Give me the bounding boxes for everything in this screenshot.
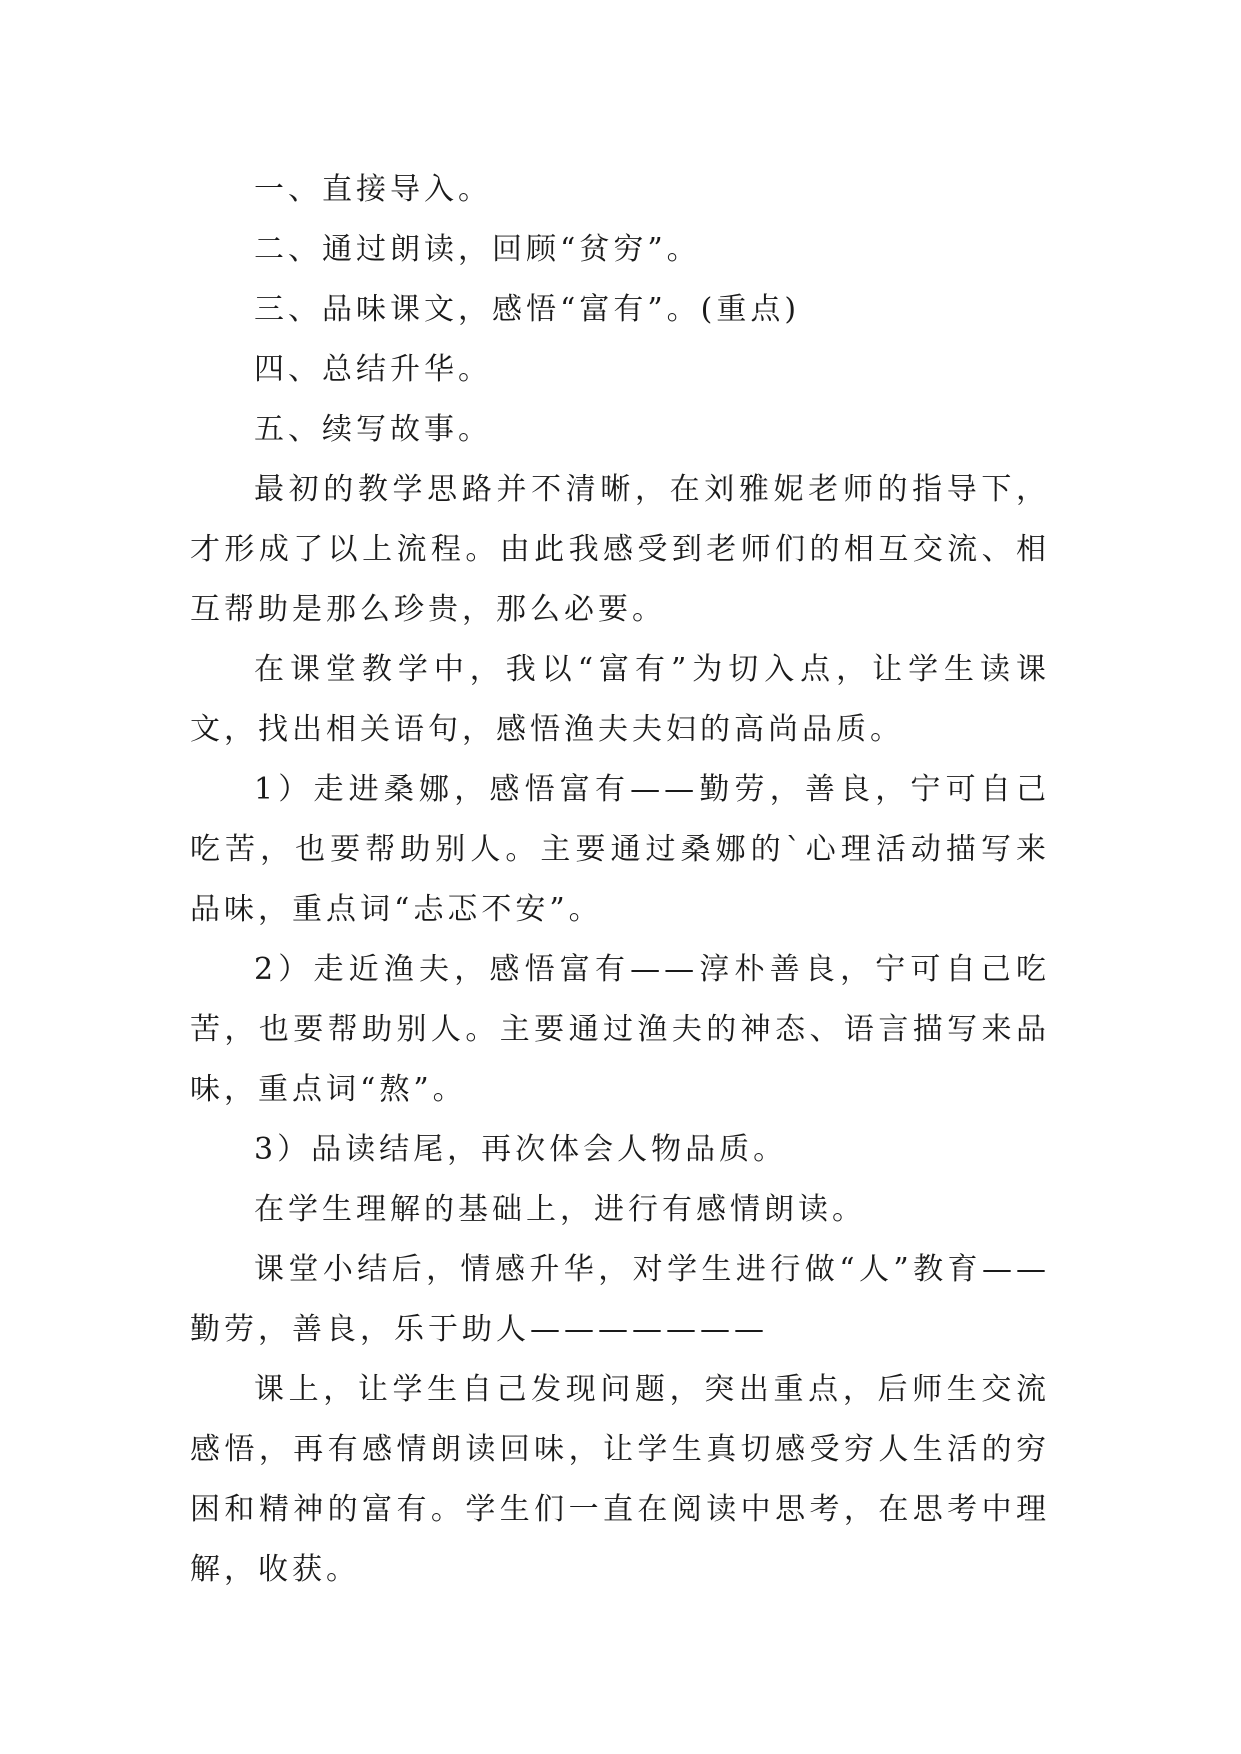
paragraph-point-1: 1）走进桑娜，感悟富有——勤劳，善良，宁可自己吃苦，也要帮助别人。主要通过桑娜的`心理活动描写来品味，重点词“忐忑不安”。 [190, 772, 1050, 927]
paragraph-classroom-teaching: 在课堂教学中，我以“富有”为切入点，让学生读课文，找出相关语句，感悟渔夫夫妇的高尚品质。 [190, 652, 1050, 747]
outline-item-2: 二、通过朗读，回顾“贫穷”。 [254, 232, 701, 267]
paragraph-summary: 课堂小结后，情感升华，对学生进行做“人”教育——勤劳，善良，乐于助人——————— [190, 1252, 1050, 1347]
document-body [190, 160, 1050, 1600]
paragraph-point-3: 3）品读结尾，再次体会人物品质。 [254, 1132, 788, 1167]
paragraph-point-2: 2）走近渔夫，感悟富有——淳朴善良，宁可自己吃苦，也要帮助别人。主要通过渔夫的神态、语言描写来品味，重点词“熬”。 [190, 952, 1050, 1107]
paragraph-conclusion: 课上，让学生自己发现问题，突出重点，后师生交流感悟，再有感情朗读回味，让学生真切感受穷人生活的穷困和精神的富有。学生们一直在阅读中思考，在思考中理解，收获。 [190, 1372, 1050, 1587]
outline-item-1: 一、直接导入。 [254, 172, 492, 207]
outline-item-4: 四、总结升华。 [254, 352, 492, 387]
outline-item-5: 五、续写故事。 [254, 412, 492, 447]
paragraph-reading: 在学生理解的基础上，进行有感情朗读。 [254, 1192, 866, 1227]
outline-item-3: 三、品味课文，感悟“富有”。(重点) [254, 292, 801, 327]
paragraph-teaching-approach: 最初的教学思路并不清晰，在刘雅妮老师的指导下，才形成了以上流程。由此我感受到老师们的相互交流、相互帮助是那么珍贵，那么必要。 [190, 472, 1050, 627]
